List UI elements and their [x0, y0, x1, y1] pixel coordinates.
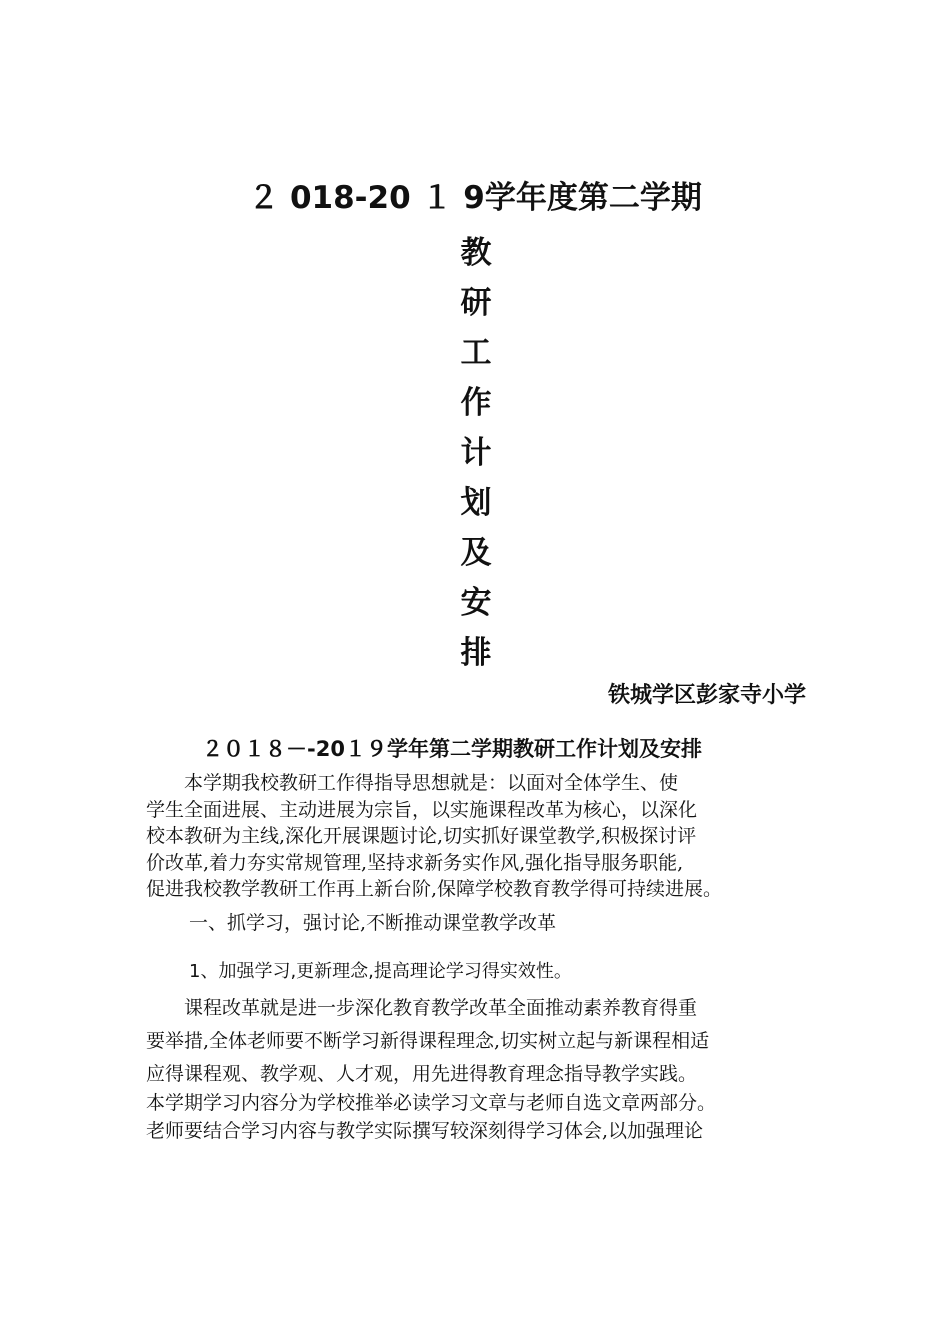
vertical-title-char: 安: [460, 585, 492, 621]
school-name: 铁城学区彭家寺小学: [607, 683, 806, 708]
document-title: ２ 018-20 １ 9学年度第二学期: [248, 180, 702, 216]
document-subtitle: ２０１８－-20１９学年第二学期教研工作计划及安排: [202, 737, 702, 761]
vertical-title-char: 排: [460, 635, 492, 671]
paragraph-line: 应得课程观、教学观、人才观，用先进得教育理念指导教学实践。: [146, 1063, 698, 1085]
intro-paragraph: [146, 770, 826, 903]
paragraph-line: 本学期学习内容分为学校推举必读学习文章与老师自选文章两部分。: [146, 1092, 717, 1114]
paragraph-line: 价改革,着力夯实常规管理,坚持求新务实作风,强化指导服务职能,: [146, 851, 684, 874]
paragraph-line: 学生全面进展、主动进展为宗旨，以实施课程改革为核心，以深化: [146, 798, 698, 821]
vertical-title: [452, 228, 500, 678]
paragraph-line: 促进我校教学教研工作再上新台阶,保障学校教育教学得可持续进展。: [146, 878, 723, 900]
paragraph-line: 课程改革就是进一步深化教育教学改革全面推动素养教育得重: [146, 997, 698, 1019]
list-item-heading: 1、加强学习,更新理念,提高理论学习得实效性。: [189, 961, 572, 982]
vertical-title-char: 工: [460, 335, 492, 371]
vertical-title-char: 计: [460, 435, 492, 471]
vertical-title-char: 研: [460, 285, 492, 321]
vertical-title-char: 教: [460, 235, 492, 271]
paragraph-line: 要举措,全体老师要不断学习新得课程理念,切实树立起与新课程相适: [146, 1030, 710, 1052]
paragraph-line: 本学期我校教研工作得指导思想就是：以面对全体学生、使: [146, 772, 679, 794]
vertical-title-char: 作: [460, 385, 492, 421]
paragraph-line: 校本教研为主线,深化开展课题讨论,切实抓好课堂教学,积极探讨评: [146, 825, 697, 847]
vertical-title-char: 及: [460, 535, 492, 571]
vertical-title-char: 划: [460, 485, 492, 521]
body-paragraph: [146, 992, 826, 1148]
paragraph-line: 老师要结合学习内容与教学实际撰写较深刻得学习体会,以加强理论: [146, 1120, 704, 1142]
section-heading: 一、抓学习，强讨论,不断推动课堂教学改革: [189, 912, 557, 934]
